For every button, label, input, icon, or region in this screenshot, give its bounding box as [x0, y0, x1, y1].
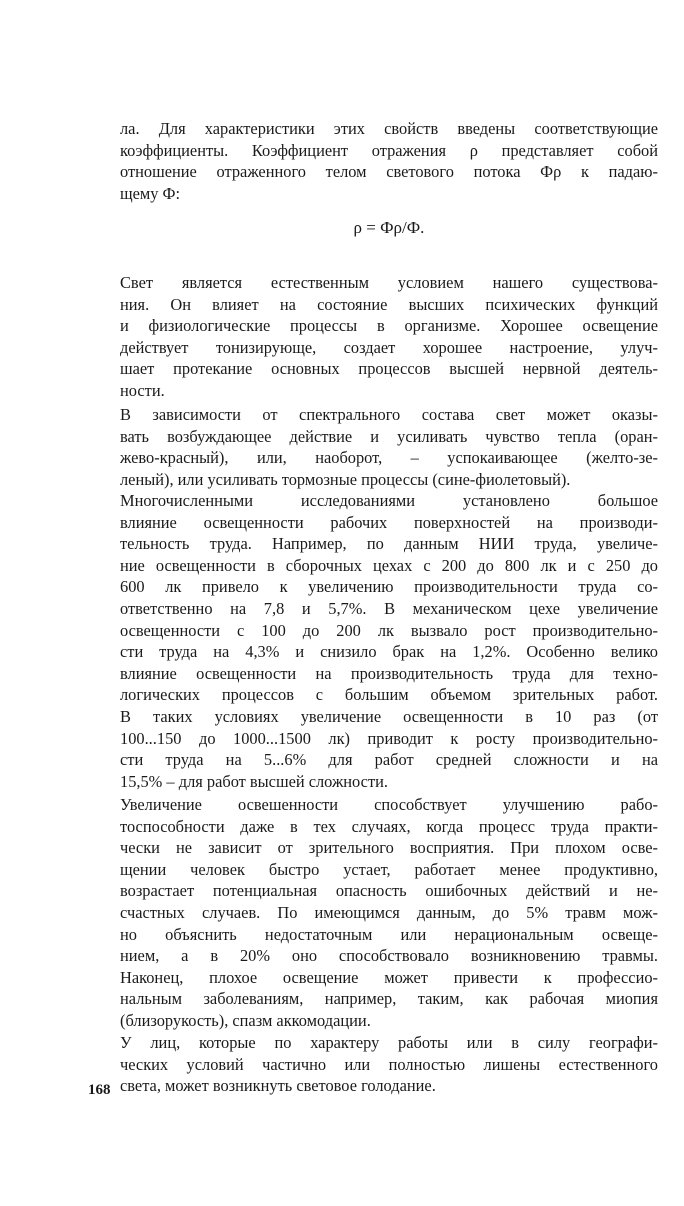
text-line: отношение отраженного телом светового потока Фρ к падаю- — [120, 162, 658, 182]
paragraph-6 — [120, 1032, 658, 1097]
text-line: Наконец, плохое освещение может привести к профессио- — [120, 967, 658, 987]
text-line: Многочисленными исследованиями установлено большое — [120, 491, 658, 510]
text-line: ния. Он влияет на состояние высших психических функций — [120, 294, 658, 314]
text-line: нием, а в 20% оно способствовало возникновению травмы. — [120, 946, 658, 966]
text-line: ности. — [120, 380, 165, 400]
text-line: леный), или усиливать тормозные процессы (сине-фиолетовый). — [120, 469, 571, 489]
text-line: чески не зависит от зрительного восприятия. При плохом осве- — [120, 838, 658, 858]
text-line: сти труда на 4,3% и снизило брак на 1,2%. Особенно велико — [120, 642, 658, 662]
text-line: влияние освещенности на производительность труда для техно- — [120, 663, 658, 683]
text-line: тоспособности даже в тех случаях, когда процесс труда практи- — [120, 816, 658, 836]
text-line: света, может возникнуть световое голодание. — [120, 1076, 436, 1096]
page-number: 168 — [88, 1082, 111, 1098]
text-line: влияние освещенности рабочих поверхностей на производи- — [120, 512, 658, 532]
text-line: счастных случаев. По имеющимся данным, до 5% травм мож- — [120, 902, 658, 922]
text-line: Свет является естественным условием нашего существова- — [120, 273, 658, 292]
text-line: В зависимости от спектрального состава свет может оказы- — [120, 405, 658, 424]
text-line: вать возбуждающее действие и усиливать чувство тепла (оран- — [120, 426, 658, 446]
text-line: В таких условиях увеличение освещенности в 10 раз (от — [120, 706, 658, 726]
text-line: но объяснить недостаточным или нерациональным освеще- — [120, 924, 658, 944]
text-line: ние освещенности в сборочных цехах с 200 до 800 лк и с 250 до — [120, 555, 658, 575]
text-line: тельность труда. Например, по данным НИИ труда, увеличе- — [120, 534, 658, 554]
text-line: 600 лк привело к увеличению производительности труда со- — [120, 577, 658, 597]
paragraph-2 — [120, 272, 658, 402]
paragraph-3 — [120, 404, 658, 490]
text-line: сти труда на 5...6% для работ средней сложности и на — [120, 750, 658, 770]
formula: ρ = Фρ/Ф. — [353, 218, 425, 237]
text-line: ла. Для характеристики этих свойств введены соответствующие — [120, 119, 658, 138]
text-line: ческих условий частично или полностью лишены естественного — [120, 1054, 658, 1074]
text-line: возрастает потенциальная опасность ошибочных действий и не- — [120, 881, 658, 901]
text-line: нальным заболеваниям, например, таким, как рабочая миопия — [120, 989, 658, 1009]
paragraph-4 — [120, 490, 658, 792]
text-line: коэффициенты. Коэффициент отражения ρ представляет собой — [120, 140, 658, 160]
paragraph-1 — [120, 118, 658, 204]
text-line: (близорукость), спазм аккомодации. — [120, 1010, 371, 1030]
text-line: логических процессов с большим объемом зрительных работ. — [120, 685, 658, 705]
text-line: шает протекание основных процессов высшей нервной деятель- — [120, 359, 658, 379]
text-line: освещенности с 100 до 200 лк вызвало рост производительно- — [120, 620, 658, 640]
text-line: ответственно на 7,8 и 5,7%. В механическом цехе увеличение — [120, 598, 658, 618]
text-line: действует тонизирующе, создает хорошее настроение, улуч- — [120, 337, 658, 357]
text-line: У лиц, которые по характеру работы или в силу географи- — [120, 1033, 658, 1052]
text-line: жево-красный), или, наоборот, – успокаивающее (желто-зе- — [120, 448, 658, 468]
text-line: щении человек быстро устает, работает менее продуктивно, — [120, 859, 658, 879]
text-line: и физиологические процессы в организме. Хорошее освещение — [120, 316, 658, 336]
paragraph-5 — [120, 794, 658, 1032]
text-line: 100...150 до 1000...1500 лк) приводит к росту производительно- — [120, 728, 658, 748]
text-line: 15,5% – для работ высшей сложности. — [120, 771, 388, 791]
text-line: Увеличение освешенности способствует улучшению рабо- — [120, 795, 658, 814]
text-line: щему Ф: — [120, 183, 181, 203]
